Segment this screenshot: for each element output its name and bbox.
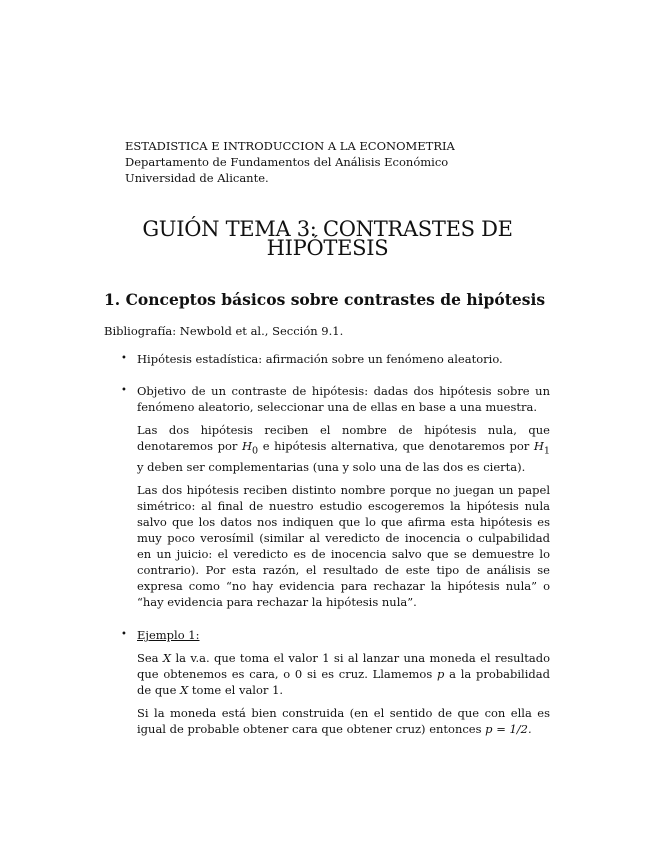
paragraph: Si la moneda está bien construida (en el sentido de que con ella es igual de probable obtener cara que obtener cruz) entonces p = 1/2. [137,706,550,737]
example-label: Ejemplo 1: [137,628,200,643]
list-item [121,383,550,610]
department-name: Departamento de Fundamentos del Análisis Económico [125,155,449,169]
paragraph: Las dos hipótesis reciben distinto nombre porque no juegan un papel simétrico: al final de nuestro estudio escogeremos la hipótesis nula salvo que los datos nos indiquen que lo que afirma esta hipótesis es muy poco verosímil (similar al veredicto de inocencia o culpabilidad en un juicio: el veredicto es de inocencia salvo que se demuestre lo contrario). Por esta razón, el resultado de este tipo de análisis se expresa como “no hay evidencia para rechazar la hipótesis nula” o “hay evidencia para rechazar la hipótesis nula”. [137,483,550,610]
bullet-icon: • [121,629,127,641]
university-name: Universidad de Alicante. [125,171,269,185]
bullet-icon: • [121,385,127,396]
bibliography-line: Bibliografía: Newbold et al., Sección 9.1. [104,324,344,338]
section-title: Conceptos básicos sobre contrastes de hipótesis [125,290,546,309]
document-title: GUIÓN TEMA 3: CONTRASTES DE HIPÓTESIS [142,217,513,260]
section-number: 1. [104,290,121,309]
paragraph [137,627,550,643]
list-item [121,627,550,737]
list-item [121,351,550,367]
bullet-icon: • [121,353,127,364]
paragraph: Objetivo de un contraste de hipótesis: dadas dos hipótesis sobre un fenómeno aleatorio, seleccionar una de ellas en base a una muestra. [137,384,550,414]
bullet-list [121,351,550,744]
section-heading [104,290,549,309]
paragraph: Hipótesis estadística: afirmación sobre un fenómeno aleatorio. [137,352,503,366]
course-name: ESTADISTICA E INTRODUCCION A LA ECONOMETRIA [125,139,455,153]
paragraph: Las dos hipótesis reciben el nombre de hipótesis nula, que denotaremos por $H_0$ e hipótesis alternativa, que denotaremos por $H_1$ y deben ser complementarias (una y solo una de las dos es cierta). [137,423,550,475]
document-header [125,138,545,186]
paragraph: Sea X la v.a. que toma el valor 1 si al lanzar una moneda el resultado que obtenemos es cara, o 0 si es cruz. Llamemos p a la probabilidad de que X tome el valor 1. [137,651,550,698]
